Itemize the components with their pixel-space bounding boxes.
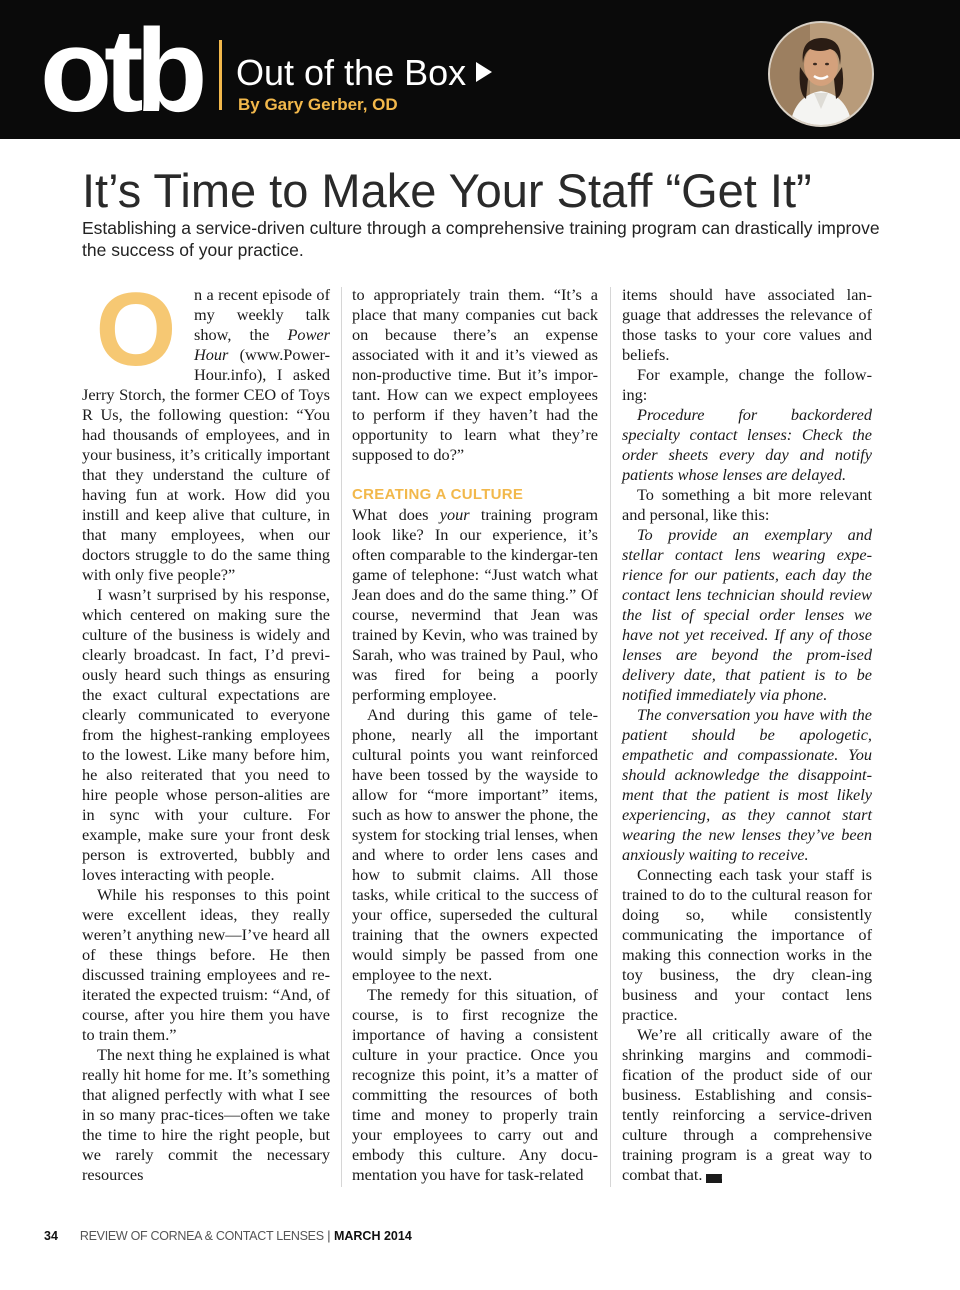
paragraph <box>622 405 872 485</box>
drop-cap-letter: O <box>95 287 177 369</box>
text-run: We’re all critically aware of the shrinking margins and commodi-fication of the product side of our business. Establishing and consis-tently reinforcing a service-driven culture through a comprehensive training program is a great way to combat that. <box>622 1025 872 1184</box>
paragraph: Connecting each task your staff is trained to do to the cultural reason for doing so, while consistently communicating the importance of making this connection works in the toy business, the dry clean-ing business and your contact lens practice. <box>622 865 872 1024</box>
publication-name: REVIEW OF CORNEA & CONTACT LENSES <box>79 1229 324 1243</box>
end-mark-icon: RCCL <box>706 1174 722 1183</box>
series-title-text: Out of the Box <box>236 52 467 93</box>
series-title <box>236 52 492 94</box>
author-byline: By Gary Gerber, OD <box>238 95 398 114</box>
example-procedure: The conversation you have with the patient should be apologetic, empathetic and compassionate. You should acknowledge the disappoint-ment that the patient is most likely experiencing, as they cannot start wearing the new lenses they’ve been anxiously waiting to receive. <box>622 705 872 864</box>
page-footer <box>44 1229 412 1243</box>
paragraph <box>352 505 598 705</box>
column-2 <box>352 285 598 1205</box>
drop-cap-glyph <box>86 287 186 369</box>
article-dek: Establishing a service-driven culture through a comprehensive training program can drastically improve the success of your practice. <box>82 218 880 260</box>
masthead-divider <box>219 40 222 110</box>
paragraph: to appropriately train them. “It’s a place that many companies cut back on because there’s an expense associated with it and it’s viewed as non-productive time. But it’s impor-tant. How can we expect employees to perform if they haven’t had the opportunity to learn what they’re supposed to do?” <box>352 285 598 464</box>
paragraph: I wasn’t surprised by his response, which centered on making sure the culture of the business is widely and clearly broadcast. In fact, I’d previ-ously heard such things as ensuring the exact cultural expectations are clearly communicated to everyone from the highest-ranking employees to the lowest. Like many before him, he also reiterated that you need to hire people whose person-alities are in sync with your culture. For example, make sure your front desk person is extroverted, bubbly and loves interacting with people. <box>82 585 330 884</box>
emphasis: your <box>439 505 470 524</box>
page-number: 34 <box>44 1229 58 1243</box>
text-run: training program look like? In our experience, it’s often comparable to the kindergar-ten game of telephone: “Just watch what Jean does and do the same thing.” Of course, nevermind that Jean was trained by Kevin, who was trained by Sarah, who was trained by Paul, who was fired for being a poorly performing employee. <box>352 505 598 704</box>
paragraph: And during this game of tele-phone, nearly all the important cultural points you want reinforced have been tossed by the wayside to allow for “more important” items, such as how to answer the phone, the system for stocking trial lenses, when and where to order lens cases and how to submit claims. All those tasks, while critical to the success of your office, superseded the cultural training that the owners expected would simply be passed from one employee to the next. <box>352 705 598 984</box>
paragraph <box>622 1025 872 1185</box>
section-subhead: CREATING A CULTURE <box>352 486 524 503</box>
play-triangle-icon <box>476 62 492 82</box>
paragraph: To something a bit more relevant and personal, like this: <box>622 485 872 524</box>
masthead <box>0 0 960 139</box>
paragraph: items should have associated lan-guage that addresses the relevance of those tasks to your core values and beliefs. <box>622 285 872 364</box>
paragraph <box>622 525 872 705</box>
column-rule <box>610 287 611 1187</box>
text-run: (www.Power-Hour.info), I asked Jerry Storch, the former CEO of Toys R Us, the following question: “You had thousands of employees, and in your business, it’s critically important that they understand the culture of having fun at work. How did you instill and keep alive that culture, in that many employees, when our doctors struggle to do the same thing with only five people?” <box>82 345 330 584</box>
article-title: It’s Time to Make Your Staff “Get It” <box>82 164 812 217</box>
column-3 <box>622 285 872 1205</box>
paragraph: While his responses to this point were excellent ideas, they really weren’t anything new—I’ve heard all of these things before. He then discussed training employees and re-iterated the expected truism: “And, of course, after you hire them you have to train them.” <box>82 885 330 1044</box>
text-run: n a recent episode of my weekly talk show, the <box>194 285 330 344</box>
text-run: What does <box>352 505 440 524</box>
show-title: Power Hour <box>194 325 330 364</box>
paragraph: The next thing he explained is what really hit home for me. It’s something that aligned perfectly with what I see in so many prac-tices—often we take the time to hire the right people, but we rarely commit the necessary resources <box>82 1045 330 1184</box>
issue-date: MARCH 2014 <box>333 1229 412 1243</box>
otb-logo: otb <box>40 5 200 137</box>
paragraph <box>622 705 872 865</box>
example-procedure: To provide an exemplary and stellar contact lens wearing expe-rience for our patients, each day the contact lens technician should review the list of special order lenses we have not yet received. If any of those lenses are beyond the prom-ised delivery date, that patient is to be notified immediately via phone. <box>622 525 872 704</box>
drop-cap <box>86 287 186 369</box>
author-photo-illustration <box>770 23 872 125</box>
column-rule <box>341 287 342 1187</box>
footer-separator: | <box>323 1229 334 1243</box>
paragraph: For example, change the follow-ing: <box>622 365 872 404</box>
column-1 <box>82 285 330 1205</box>
example-procedure: Procedure for backordered specialty contact lenses: Check the order sheets every day and notify patients whose lenses are delayed. <box>622 405 872 484</box>
author-photo <box>768 21 874 127</box>
paragraph: The remedy for this situation, of course, is to first recognize the importance of having a consistent culture in your practice. Once you recognize this point, it’s a matter of committing the resources of both time and money to properly train your employees to carry out and embody this culture. Any docu-mentation you have for task-related <box>352 985 598 1184</box>
